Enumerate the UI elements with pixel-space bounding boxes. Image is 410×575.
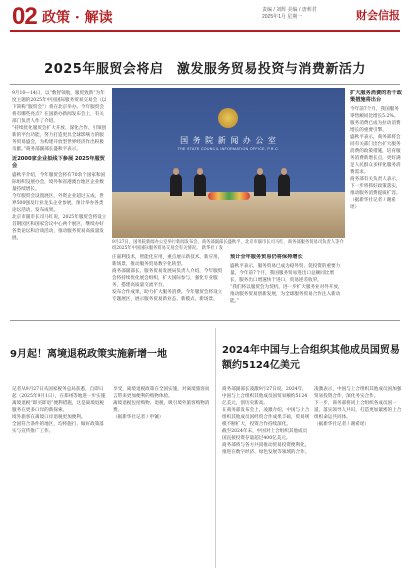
speaker-figure — [254, 174, 266, 196]
paragraph: 商务部副部长凌激9月27日说，2024年，中国与上合组织其他成员国贸易额约5124亿美元，创历史新高。 — [222, 387, 308, 406]
paragraph: “持续优化服贸会扩大开放、深化合作、引领创新的平台功能，努力打造更具全球影响力的服务贸易盛会，为构建开放型世界经济作出积极贡献。”商务部副部长盛秋平表示。 — [12, 126, 107, 152]
paragraph: 盛秋平表示，服务贸易已成为稳外贸、促投资的重要力量。今年前7个月，我国服务贸易进出口总额同比增长，服务出口增速快于进口，贸易逆差收窄。 — [230, 264, 341, 283]
main-headline: 2025年服贸会将启 激发服务贸易投资与消费新活力 — [44, 62, 366, 77]
paragraph: 庄嘉利技术，智能化应用，重点展示新技术、新应用、新场景，推动服务贸易数字化转型。 — [112, 255, 223, 267]
column-divider — [215, 328, 216, 568]
paragraph: 凌激表示，中国与上合组织其他成员国加强贸易投资合作，深化务实合作。 — [314, 387, 402, 399]
byline: （据新华社记者 / 谢希瑶） — [314, 422, 370, 427]
paragraph: 北京市副市长司马红说，2025年服贸会将设立首钢园区和国家会议中心两个展区，继续办好各类论坛和洽谈活动，推动服务贸易高质量发展。 — [12, 215, 107, 241]
paragraph: 盛秋平介绍，今年服贸会将有70余个国家和国际组织设展办会，境外和省港澳台地区企业数量持续增长。 — [12, 173, 106, 192]
paragraph: 9月10—14日，以“数智领航，服贸致新”为年度主题的2025年中国国际服务贸易交易会（以下简称“服贸会”）将在北京举办。今年服贸会将有哪些亮点？在国新办新闻发布会上，有关部门负责人作了介绍。 — [12, 91, 107, 124]
paragraph: 离境退税包括购物、退税，吸引境外旅客购物消费。 — [113, 401, 210, 413]
main-article-col3 — [230, 254, 343, 316]
right-article-col2 — [314, 386, 402, 568]
subheading: 近2000家企业拟线下参展 2025年服贸会 — [12, 156, 105, 169]
left-article-col2 — [113, 386, 210, 568]
right-article-col1 — [222, 386, 310, 568]
byline: （据新华社记者 / 谢希瑶） — [350, 198, 396, 210]
paragraph: 境外旅客在离境口岸退税更加便利。 — [12, 415, 86, 420]
paragraph: 盛秋平表示，商务部将会同有关部门出台扩大服务消费的政策措施，培育服务消费新增长点，更好满足人民群众多样化服务消费需求。 — [350, 135, 401, 175]
header-rule — [10, 30, 400, 32]
left-article-col1 — [12, 386, 108, 568]
photo-banner-en: THE STATE COUNCIL INFORMATION OFFICE, P.R.C. — [177, 147, 280, 151]
press-conference-photo — [112, 88, 345, 238]
paragraph: 今年前7个月，我国服务零售额同比增长5.2%。服务消费已成为拉动消费增长的重要引擎。 — [350, 107, 401, 133]
photo-caption: 9月27日，国务院新闻办公室举行新闻发布会，商务部副部长盛秋平、北京市副市长司马红、商务部服务贸易司负责人等介绍2025年中国国际服务贸易交易会有关情况。 新华社 / 发 — [112, 240, 344, 251]
headline-rule — [10, 84, 400, 85]
section-divider — [10, 320, 400, 321]
section-title: 政策 · 解读 — [42, 10, 113, 26]
subheading: 扩大服务消费的若干政策措施将出台 — [350, 90, 402, 103]
paragraph: 记者从9月27日从国家税务总局获悉，自即日起（2025年9月1日），在郑州等地进一步实施离境退税“即买即退”便利措施，这是离境退税服务在更多口岸的新探索。 — [12, 387, 106, 413]
newspaper-logo: 财会信报 — [356, 9, 400, 22]
paragraph: 全国符合条件的地区，均将施行，做好政策落实与宣传推广工作。 — [12, 422, 104, 434]
paragraph: 商务部副部长、服务贸易发展局负责人介绍，今年服贸会将持续优化展会组织，扩大国际参与，强化专业服务，搭建高质量交流平台。 — [112, 269, 223, 288]
editor-info: 责编 / 刘辉 美编 / 唐莉君 2025年1月 星期一 — [262, 7, 317, 20]
left-article-headline: 9月起！离境退税政策实施新增一地 — [10, 349, 167, 360]
main-article-col2 — [112, 254, 225, 316]
main-article-col1 — [12, 90, 107, 314]
paragraph: “我们将以服贸会为契机，进一步扩大服务业对外开放，推动服务贸易创新发展，为全球服务贸易合作注入新动能。” — [230, 285, 343, 304]
paragraph: 截至2024年末，中国对上合组织其他成员国直接投资存量超过400亿美元。 — [222, 429, 308, 441]
page-number: 02 — [12, 3, 37, 30]
byline: （据新华社记者 / 申铖） — [113, 415, 164, 420]
speaker-figure — [194, 174, 206, 196]
page-header — [0, 0, 410, 40]
paragraph: 今年服贸会设置展区，外资企业超过五成，世界500强及行业龙头企业参展，预计举办各类论坛活动，发布成果。 — [12, 194, 104, 213]
paragraph: 在商务部发布会上，凌激介绍，中国与上合组织其他成员国经贸合作成果丰硕，贸易规模不断扩大，投资合作持续深化。 — [222, 408, 310, 427]
speaker-figure — [170, 174, 182, 196]
speaker-figure — [278, 174, 290, 196]
subheading: 预计全年服务贸易仍将保持增长 — [230, 254, 303, 260]
flower-arrangement — [208, 192, 250, 200]
national-emblem-icon — [218, 108, 238, 128]
right-article-headline: 2024年中国与上合组织其他成员国贸易额约5124亿美元 — [222, 345, 400, 371]
photo-banner: 国 务 院 新 闻 办 公 室 — [180, 136, 277, 145]
paragraph: 发布合作成果，助力扩大服务消费。今年服贸会将设立专题展区，展示服务贸易新业态、新模式、新场景。 — [112, 290, 223, 302]
paragraph: 下一步，商务部将同上合组织各成员国一道，落实领导人共识，打造更加紧密的上合组织命运共同体。 — [314, 401, 402, 420]
paragraph: 享受，离境退税政策在全国实施，对离境旅客而言带来更加便利的购物体验。 — [113, 387, 210, 399]
paragraph: 商务部有关负责人表示，下一步将抓好政策落实，推动服务消费提质扩容。 — [350, 177, 401, 196]
main-article-col4 — [350, 90, 402, 316]
paragraph: 商务部将与各方共同推动贸易投资便利化，推进在数字经济、绿色发展等领域的合作。 — [222, 443, 310, 455]
